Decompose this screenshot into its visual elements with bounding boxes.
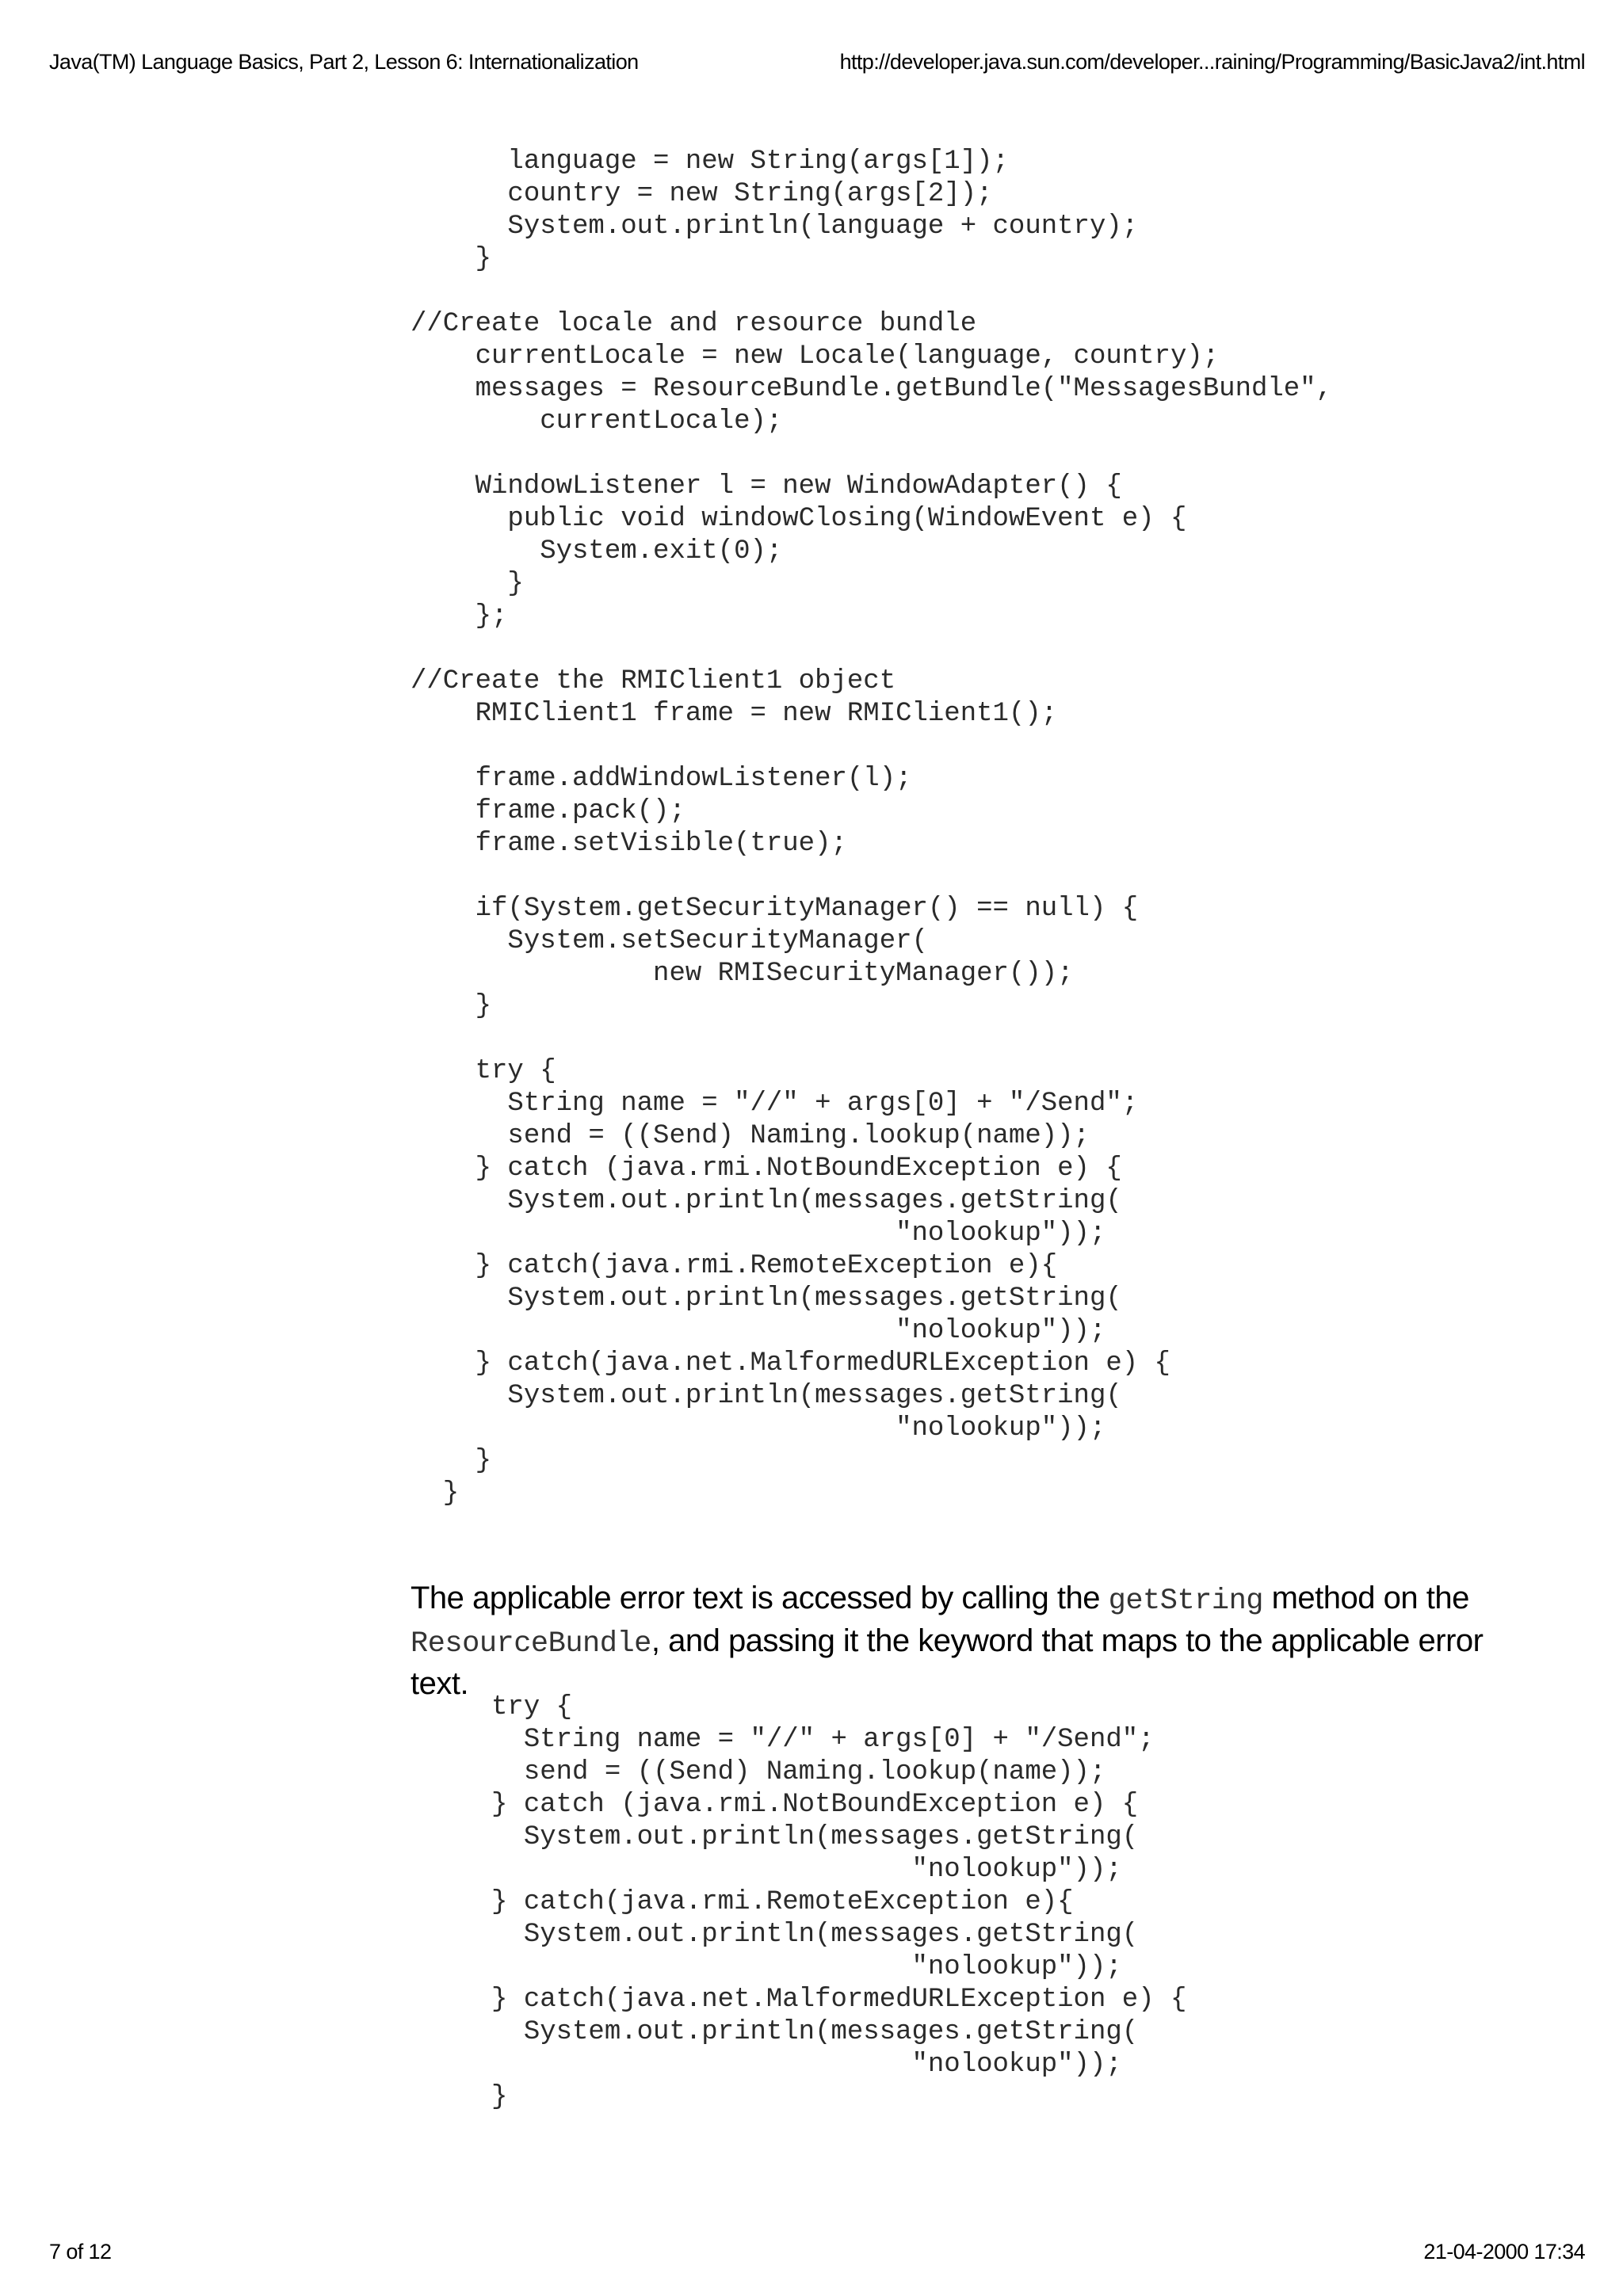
body-paragraph: [411, 1578, 1520, 1703]
page-header-title: Java(TM) Language Basics, Part 2, Lesson 6: Internationalization: [49, 50, 639, 74]
page-footer-page-number: 7 of 12: [49, 2240, 112, 2264]
page-footer-timestamp: 21-04-2000 17:34: [1423, 2240, 1585, 2264]
inline-code: ResourceBundle: [411, 1627, 651, 1661]
code-block: language = new String(args[1]); country = new String(args[2]); System.out.println(language + country); } //Create locale and resource bundle currentLocale = new Locale(language, country); messages = ResourceBundle.getBundle("MessagesBundle", currentLocale); WindowListener l = new WindowAdapter() { public void windowClosing(WindowEvent e) { System.exit(0); } }; //Create the RMIClient1 object RMIClient1 frame = new RMIClient1(); frame.addWindowListener(l); frame.pack(); frame.setVisible(true); if(System.getSecurityManager() == null) { System.setSecurityManager( new RMISecurityManager()); } try { String name = "//" + args[0] + "/Send"; send = ((Send) Naming.lookup(name)); } catch (java.rmi.NotBoundException e) { System.out.println(messages.getString( "nolookup")); } catch(java.rmi.RemoteException e){ System.out.println(messages.getString( "nolookup")); } catch(java.net.MalformedURLException e) { System.out.println(messages.getString( "nolookup")); } }: [411, 147, 1332, 1508]
paragraph-text: method on the: [1262, 1581, 1469, 1615]
paragraph-text: , and passing it the keyword that maps to the applicable error text.: [411, 1623, 1484, 1701]
paragraph-text: The applicable error text is accessed by calling the: [411, 1581, 1109, 1615]
page-header-url: http://developer.java.sun.com/developer...raining/Programming/BasicJava2/int.html: [839, 50, 1585, 74]
inline-code: getString: [1108, 1585, 1263, 1618]
code-block: try { String name = "//" + args[0] + "/Send"; send = ((Send) Naming.lookup(name)); } catch (java.rmi.NotBoundException e) { System.out.println(messages.getString( "nolookup")); } catch(java.rmi.RemoteException e){ System.out.println(messages.getString( "nolookup")); } catch(java.net.MalformedURLException e) { System.out.println(messages.getString( "nolookup")); }: [491, 1692, 1187, 2112]
